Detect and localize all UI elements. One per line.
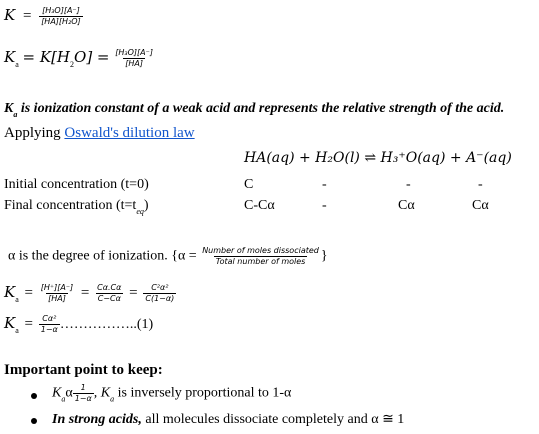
definition-ka: K bbox=[4, 101, 14, 116]
eq3-equals-1: = bbox=[24, 285, 33, 301]
ostwald-dilution-law-link[interactable]: Oswald's dilution law bbox=[64, 125, 195, 141]
ka-subscript: a bbox=[15, 60, 19, 69]
bullet2-text: all molecules dissociate completely and α ≅ 1 bbox=[141, 412, 405, 427]
important-heading: Important point to keep: bbox=[4, 362, 163, 378]
eq2-numerator: [H₃O][A⁻] bbox=[115, 48, 153, 58]
eq3-equals-2: = bbox=[80, 285, 90, 301]
eq4-fraction bbox=[39, 314, 60, 335]
degree-denominator: Total number of moles bbox=[215, 257, 306, 266]
bullet1-second-k: , K bbox=[93, 385, 111, 401]
final-label-subscript: eq bbox=[136, 207, 144, 216]
eq3-ka-subscript: a bbox=[15, 295, 19, 304]
final-concentration-label bbox=[4, 198, 149, 216]
initial-c2: - bbox=[322, 177, 327, 192]
definition-ka-subscript: a bbox=[13, 110, 18, 119]
degree-numerator: Number of moles dissociated bbox=[202, 246, 319, 255]
degree-of-ionization bbox=[8, 246, 328, 267]
bullet1-k-subscript: a bbox=[61, 394, 66, 404]
ka-final-equation bbox=[4, 314, 153, 335]
final-c2: - bbox=[322, 198, 327, 213]
eq3-f1-denominator: [HA] bbox=[48, 294, 66, 304]
eq3-equals-3: = bbox=[129, 285, 138, 301]
final-label-text: Final concentration (t=t bbox=[4, 198, 137, 213]
eq2-middle: = K[H bbox=[22, 48, 71, 66]
equals-sign: = bbox=[22, 8, 32, 24]
applying-prefix: Applying bbox=[4, 125, 65, 141]
bullet-dot-2 bbox=[31, 418, 37, 424]
eq4-equals: = bbox=[24, 316, 33, 332]
bullet1-k: K bbox=[52, 385, 62, 401]
bullet1-second-k-subscript: a bbox=[110, 394, 115, 404]
initial-c1: C bbox=[244, 177, 254, 192]
bullet-strong-acids bbox=[52, 411, 404, 428]
eq3-f3-numerator: C²α² bbox=[151, 283, 169, 293]
definition-body: is ionization constant of a weak acid and represents the relative strength of the acid. bbox=[20, 101, 505, 116]
eq4-numerator: Cα² bbox=[42, 314, 57, 324]
final-c4: Cα bbox=[472, 198, 489, 213]
eq1-denominator: [HA][H₂O] bbox=[41, 17, 81, 27]
ka-definition-text bbox=[4, 101, 504, 119]
final-label-end: ) bbox=[143, 198, 149, 213]
final-c3: Cα bbox=[398, 198, 415, 213]
eq3-f2-numerator: Cα.Cα bbox=[97, 283, 122, 293]
ka-derivation-equation bbox=[4, 283, 176, 304]
equation-number: ……………..(1) bbox=[59, 317, 154, 332]
initial-c3: - bbox=[406, 177, 411, 192]
bullet1-denominator: 1−α bbox=[74, 394, 92, 403]
eq1-numerator: [H₃O][A⁻] bbox=[42, 6, 80, 16]
eq2-middle-subscript: 2 bbox=[70, 60, 75, 69]
eq4-ka: K bbox=[4, 314, 16, 332]
eq2-denominator: [HA] bbox=[125, 59, 143, 69]
bullet1-alpha: α bbox=[65, 385, 73, 401]
eq3-f2-denominator: C−Cα bbox=[97, 294, 121, 304]
degree-fraction bbox=[200, 246, 321, 267]
equilibrium-constant-equation bbox=[4, 6, 83, 27]
bullet1-fraction bbox=[73, 383, 94, 404]
degree-text: α is the degree of ionization. {α = bbox=[8, 248, 197, 264]
bullet-dot-1 bbox=[31, 393, 37, 399]
eq4-denominator: 1−α bbox=[40, 325, 58, 335]
eq2-fraction bbox=[113, 48, 155, 69]
eq3-f1-numerator: [H⁺][A⁻] bbox=[40, 283, 74, 293]
eq3-ka: K bbox=[4, 283, 16, 301]
k-symbol: K bbox=[4, 6, 16, 24]
bullet1-numerator: 1 bbox=[80, 383, 86, 392]
ka-definition-equation bbox=[4, 48, 155, 69]
eq1-fraction bbox=[39, 6, 83, 27]
initial-concentration-label: Initial concentration (t=0) bbox=[4, 177, 149, 192]
ka-symbol: K bbox=[4, 48, 16, 66]
dissociation-reaction: HA(aq) + H₂O(l) ⇌ H₃⁺O(aq) + A⁻(aq) bbox=[244, 150, 512, 166]
bullet-inverse-proportional bbox=[52, 383, 291, 404]
applying-line bbox=[4, 125, 195, 142]
initial-c4: - bbox=[478, 177, 483, 192]
eq4-ka-subscript: a bbox=[15, 326, 19, 335]
bullet1-text: is inversely proportional to 1-α bbox=[114, 385, 292, 401]
eq3-fraction-1 bbox=[39, 283, 75, 304]
eq3-f3-denominator: C(1−α) bbox=[145, 294, 175, 304]
degree-end: } bbox=[320, 248, 328, 264]
bullet2-bold: In strong acids, bbox=[52, 412, 142, 427]
eq3-fraction-3 bbox=[143, 283, 176, 304]
eq3-fraction-2 bbox=[95, 283, 123, 304]
final-c1: C-Cα bbox=[244, 198, 275, 213]
eq2-middle-end: O] = bbox=[74, 48, 110, 66]
